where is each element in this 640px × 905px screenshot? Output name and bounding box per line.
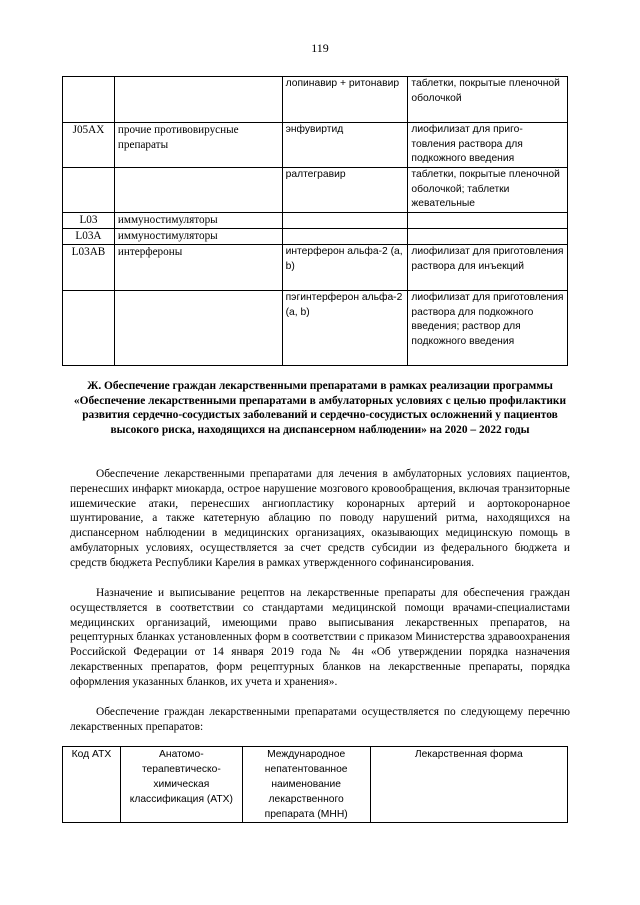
atc-code-cell: J05AX (63, 123, 115, 168)
atc-code-cell: L03A (63, 229, 115, 245)
mnn-cell (282, 229, 408, 245)
table-row (63, 123, 568, 168)
drug-list-table (62, 746, 568, 823)
mnn-cell: интерферон альфа-2 (a, b) (282, 245, 408, 291)
mnn-cell (282, 213, 408, 229)
atc-code-cell (63, 291, 115, 366)
atc-code-cell: L03AB (63, 245, 115, 291)
atc-code-cell (63, 168, 115, 213)
atc-class-cell: интерфероны (114, 245, 282, 291)
table-row (63, 291, 568, 366)
mnn-cell: пэгинтерферон альфа-2 (a, b) (282, 291, 408, 366)
form-cell: таблетки, покрытые пленочной оболочкой (408, 77, 568, 123)
mnn-cell: энфувиртид (282, 123, 408, 168)
form-cell: лиофилизат для приго-товления раствора для подкожного введения (408, 123, 568, 168)
mnn-cell: лопинавир + ритонавир (282, 77, 408, 123)
header-dosage-form: Лекарственная форма (370, 747, 567, 823)
table-row (63, 213, 568, 229)
table-row (63, 168, 568, 213)
drug-table-continued (62, 76, 568, 366)
atc-class-cell (114, 291, 282, 366)
header-mnn: Международное непатентованное наименование лекарственного препарата (МНН) (242, 747, 370, 823)
atc-class-cell: иммуностимуляторы (114, 213, 282, 229)
table-row (63, 77, 568, 123)
table-row (63, 229, 568, 245)
header-atc-code: Код АТХ (63, 747, 121, 823)
table-header-row (63, 747, 568, 823)
form-cell: таблетки, покрытые пленочной оболочкой; таблетки жевательные (408, 168, 568, 213)
paragraph: Назначение и выписывание рецептов на лекарственные препараты для обеспечения граждан осуществляется в соответствии со стандартами медицинской помощи врачами-специалистами медицинских организаций, имеющими право выписывания лекарственных препаратов, на рецептурных бланках установленных форм в соответствии с приказом Министерства здравоохранения Российской Федерации от 14 января 2019 года № 4н «Об утверждении порядка назначения лекарственных препаратов, форм рецептурных бланков на лекарственные препараты, порядка оформления указанных бланков, их учета и хранения». (70, 587, 570, 688)
form-cell (408, 229, 568, 245)
atc-code-cell: L03 (63, 213, 115, 229)
atc-class-cell (114, 77, 282, 123)
header-atc-class: Анатомо-терапевтическо-химическая классификация (АТХ) (120, 747, 242, 823)
form-cell: лиофилизат для приготовления раствора для подкожного введения; раствор для подкожного введения (408, 291, 568, 366)
atc-class-cell: прочие противовирусные препараты (114, 123, 282, 168)
page-number: 119 (311, 41, 329, 55)
table-row (63, 245, 568, 291)
form-cell (408, 213, 568, 229)
atc-class-cell (114, 168, 282, 213)
mnn-cell: ралтегравир (282, 168, 408, 213)
atc-code-cell (63, 77, 115, 123)
form-cell: лиофилизат для приготовления раствора для инъекций (408, 245, 568, 291)
section-heading: Ж. Обеспечение граждан лекарственными препаратами в рамках реализации программы «Обеспечение лекарственными препаратами в амбулаторных условиях с целью профилактики развития сердечно-сосудистых заболеваний и сердечно-сосудистых осложнений у пациентов высокого риска, находящихся на диспансерном наблюдении» на 2020 – 2022 годы (73, 380, 567, 436)
paragraph: Обеспечение лекарственными препаратами для лечения в амбулаторных условиях пациентов, перенесших инфаркт миокарда, острое нарушение мозгового кровообращения, включая транзиторные ишемические атаки, перенесших ангиопластику коронарных артерий и аортокоронарное шунтирование, а также катетерную аблацию по поводу нарушений ритма, находящихся на диспансерном наблюдении в медицинских организациях, оказывающих медицинскую помощь в амбулаторных условиях, осуществляется за счет средств субсидии из федерального бюджета и средств бюджета Республики Карелия в рамках утвержденного софинансирования. (70, 468, 570, 569)
atc-class-cell: иммуностимуляторы (114, 229, 282, 245)
paragraph: Обеспечение граждан лекарственными препаратами осуществляется по следующему перечню лекарственных препаратов: (70, 706, 570, 733)
